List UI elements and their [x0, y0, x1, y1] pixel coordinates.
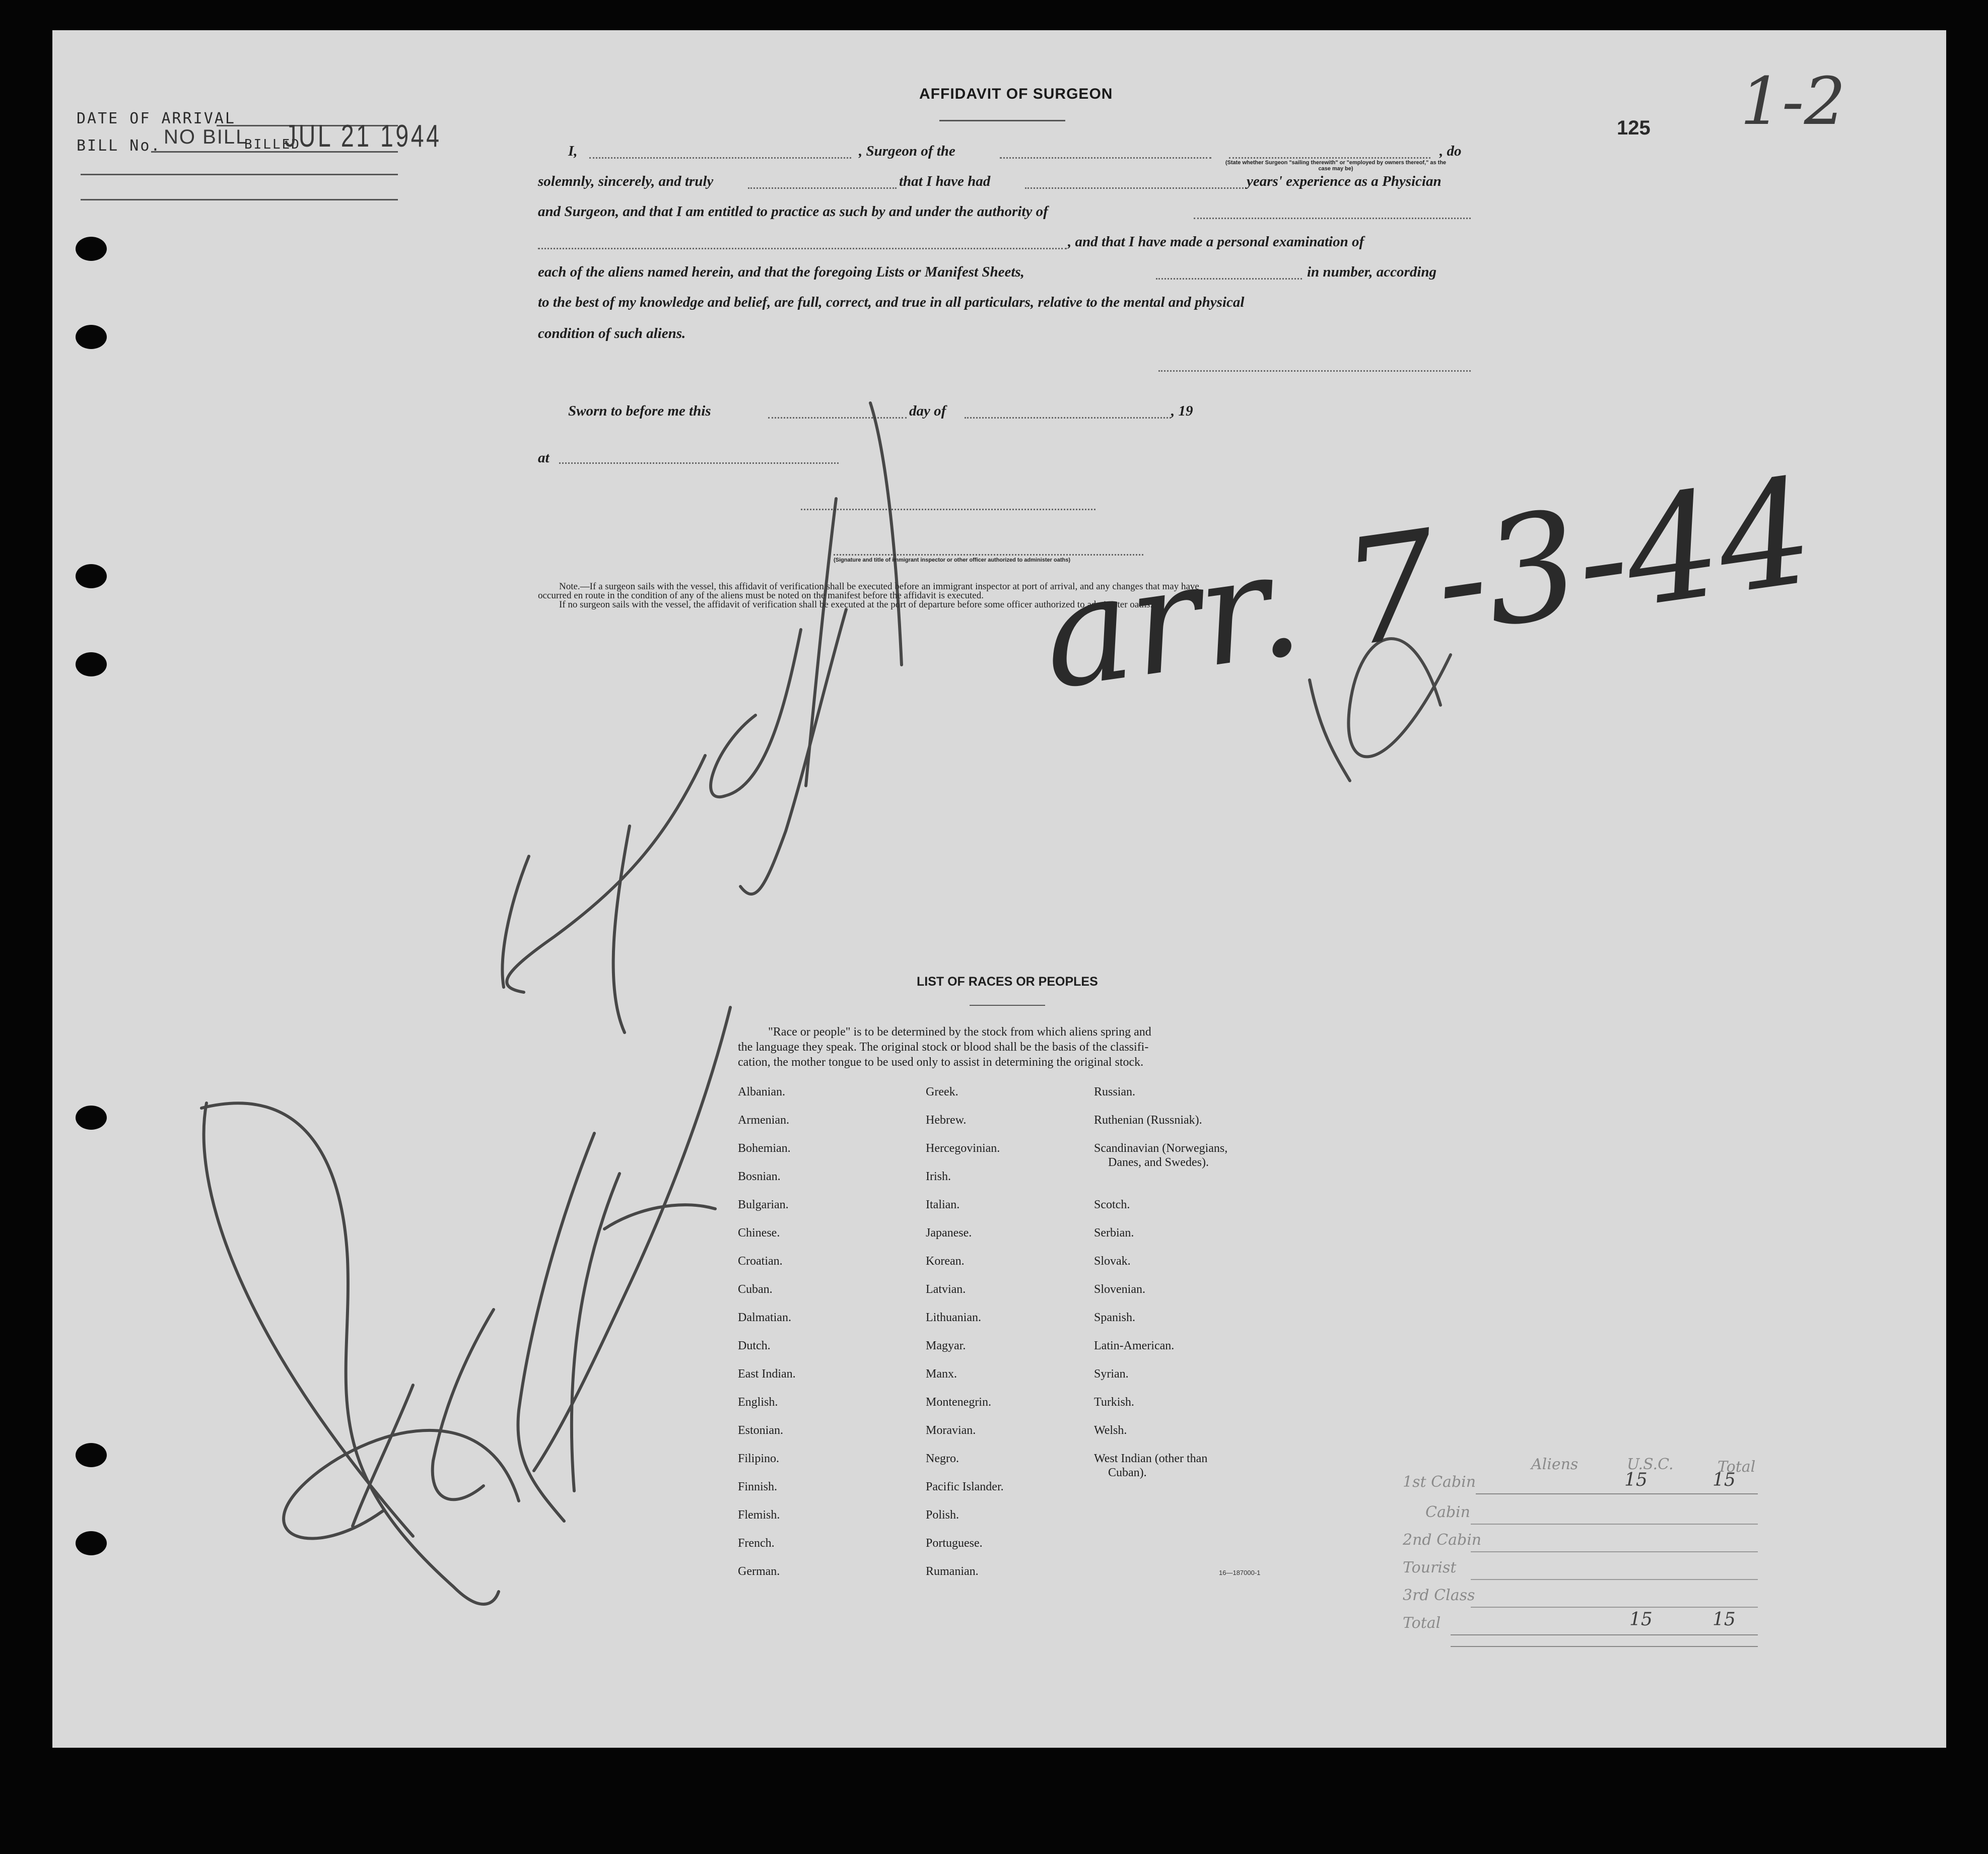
tally-row-usc: 15 — [1624, 1470, 1648, 1490]
race-item: Greek. — [926, 1085, 958, 1098]
race-item: Albanian. — [738, 1085, 785, 1098]
race-item: Flemish. — [738, 1508, 780, 1522]
billed-label: BILLED — [244, 137, 301, 152]
tally-header-usc: U.S.C. — [1627, 1456, 1674, 1473]
race-item: Hebrew. — [926, 1114, 967, 1127]
affidavit-note-2: occurred en route in the condition of any of the aliens must be noted on the manifest before the affidavit is executed. — [538, 590, 984, 601]
race-item: Italian. — [926, 1198, 960, 1211]
race-item: Dalmatian. — [738, 1311, 791, 1324]
affidavit-line-2b: that I have had — [899, 173, 991, 189]
race-item: Slovak. — [1094, 1255, 1131, 1268]
races-title-rule — [970, 1005, 1045, 1006]
affidavit-line-7: condition of such aliens. — [538, 325, 686, 341]
race-item: Scandinavian (Norwegians, — [1094, 1142, 1228, 1155]
race-item: Syrian. — [1094, 1367, 1129, 1381]
race-item: West Indian (other than — [1094, 1452, 1208, 1465]
race-item: Cuban. — [738, 1283, 773, 1296]
race-item: Irish. — [926, 1170, 951, 1183]
tally-row-label: 1st Cabin — [1403, 1473, 1476, 1491]
race-item: Korean. — [926, 1255, 965, 1268]
affidavit-line-2c: years' experience as a Physician — [1247, 173, 1442, 189]
race-item: Turkish. — [1094, 1396, 1134, 1409]
race-item: German. — [738, 1565, 780, 1578]
tally-row-rule — [1471, 1524, 1758, 1525]
race-item: Bosnian. — [738, 1170, 781, 1183]
race-item: Pacific Islander. — [926, 1480, 1004, 1493]
affidavit-title: AFFIDAVIT OF SURGEON — [919, 86, 1113, 102]
bill-no-label: BILL No. — [77, 137, 162, 155]
race-item: Filipino. — [738, 1452, 780, 1465]
race-item: English. — [738, 1396, 778, 1409]
affidavit-surgeon-of: , Surgeon of the — [859, 143, 955, 159]
tally-row-rule — [1476, 1493, 1758, 1494]
race-item: Latin-American. — [1094, 1339, 1175, 1352]
affidavit-line-5b: in number, according — [1307, 264, 1437, 280]
race-item: Japanese. — [926, 1226, 972, 1240]
race-item: Moravian. — [926, 1424, 976, 1437]
form-code: 16—187000-1 — [1219, 1569, 1261, 1576]
handwritten-arrival-date: arr. 7-3-44 — [1033, 446, 1823, 722]
race-item: Hercegovinian. — [926, 1142, 1000, 1155]
date-of-arrival-label: DATE OF ARRIVAL — [77, 110, 236, 127]
race-item: Latvian. — [926, 1283, 966, 1296]
tally-row-usc: 15 — [1629, 1609, 1653, 1630]
affidavit-line-2a: solemnly, sincerely, and truly — [538, 173, 714, 189]
tally-header-aliens: Aliens — [1531, 1456, 1579, 1473]
race-item: Magyar. — [926, 1339, 966, 1352]
affidavit-line-5a: each of the aliens named herein, and that the foregoing Lists or Manifest Sheets, — [538, 264, 1024, 280]
race-item: Croatian. — [738, 1255, 783, 1268]
race-item: Lithuanian. — [926, 1311, 981, 1324]
race-item: Serbian. — [1094, 1226, 1134, 1240]
race-item: Danes, and Swedes). — [1108, 1156, 1209, 1169]
race-item: Spanish. — [1094, 1311, 1136, 1324]
race-item: East Indian. — [738, 1367, 796, 1381]
race-item: Slovenian. — [1094, 1283, 1145, 1296]
race-item: Armenian. — [738, 1114, 789, 1127]
race-item: Montenegrin. — [926, 1396, 991, 1409]
race-item: Polish. — [926, 1508, 959, 1522]
race-item: Scotch. — [1094, 1198, 1130, 1211]
race-item: Russian. — [1094, 1085, 1136, 1098]
inspector-signature-caption: (Signature and title of immigrant inspector or other officer authorized to administer oaths) — [834, 557, 1070, 563]
tally-row-rule — [1471, 1579, 1758, 1580]
sworn-at-label: at — [538, 450, 550, 466]
race-item: Cuban). — [1108, 1466, 1147, 1479]
affidavit-note-1: Note.—If a surgeon sails with the vessel, this affidavit of verification shall be executed before an immigrant inspector at port of arrival, and any changes that may have — [559, 581, 1199, 592]
race-item: Ruthenian (Russniak). — [1094, 1114, 1202, 1127]
races-intro-1: "Race or people" is to be determined by the stock from which aliens spring and — [768, 1025, 1151, 1039]
race-item: Negro. — [926, 1452, 959, 1465]
races-intro-2: the language they speak. The original stock or blood shall be the basis of the classifi- — [738, 1041, 1149, 1054]
race-item: Dutch. — [738, 1339, 771, 1352]
affidavit-do: , do — [1439, 143, 1462, 159]
races-column-1 — [738, 1085, 796, 1593]
races-intro-3: cation, the mother tongue to be used only to assist in determining the original stock. — [738, 1056, 1144, 1069]
tally-row-label: Tourist — [1403, 1559, 1457, 1576]
race-item: Bohemian. — [738, 1142, 791, 1155]
race-item: Chinese. — [738, 1226, 780, 1240]
sworn-line-b: day of — [909, 403, 946, 419]
tally-total-rule — [1451, 1646, 1758, 1647]
tally-row-total: 15 — [1712, 1609, 1736, 1630]
handwritten-corner-mark: 1-2 — [1740, 63, 1846, 140]
sworn-line-c: , 19 — [1171, 403, 1193, 419]
race-item: Manx. — [926, 1367, 957, 1381]
race-item: Bulgarian. — [738, 1198, 789, 1211]
affidavit-line-4: , and that I have made a personal examination of — [1068, 234, 1364, 250]
tally-row-label: Cabin — [1425, 1503, 1470, 1521]
race-item: French. — [738, 1537, 775, 1550]
race-item: Finnish. — [738, 1480, 778, 1493]
races-column-3 — [1094, 1085, 1227, 1494]
races-column-2 — [926, 1085, 1004, 1593]
race-item: Portuguese. — [926, 1537, 983, 1550]
tally-row-label: 2nd Cabin — [1403, 1531, 1482, 1549]
bill-no-value: NO BILL — [164, 126, 248, 148]
races-title: LIST OF RACES OR PEOPLES — [917, 975, 1098, 989]
tally-row-label: Total — [1403, 1614, 1441, 1632]
tally-row-rule — [1471, 1551, 1758, 1552]
race-item: Estonian. — [738, 1424, 783, 1437]
affidavit-note-3: If no surgeon sails with the vessel, the affidavit of verification shall be executed at the port of departure before some officer authorized to administer oaths. — [559, 599, 1153, 610]
affidavit-line-6: to the best of my knowledge and belief, are full, correct, and true in all particulars, relative to the mental and physical — [538, 294, 1245, 310]
billed-date: JUL 21 1944 — [285, 119, 442, 154]
surgeon-status-note: (State whether Surgeon "sailing therewith" or "employed by owners thereof," as the case may be) — [1225, 160, 1447, 172]
tally-row-label: 3rd Class — [1403, 1587, 1475, 1604]
tally-row-total: 15 — [1712, 1470, 1736, 1490]
affidavit-i: I, — [568, 143, 578, 159]
affidavit-line-3: and Surgeon, and that I am entitled to practice as such by and under the authority of — [538, 203, 1048, 220]
tally-row-rule — [1471, 1607, 1758, 1608]
page-number: 125 — [1617, 117, 1651, 139]
race-item: Rumanian. — [926, 1565, 979, 1578]
sworn-line-a: Sworn to before me this — [568, 403, 711, 419]
tally-row-rule — [1451, 1634, 1758, 1635]
tally-header-total: Total — [1718, 1458, 1756, 1476]
race-item: Welsh. — [1094, 1424, 1127, 1437]
